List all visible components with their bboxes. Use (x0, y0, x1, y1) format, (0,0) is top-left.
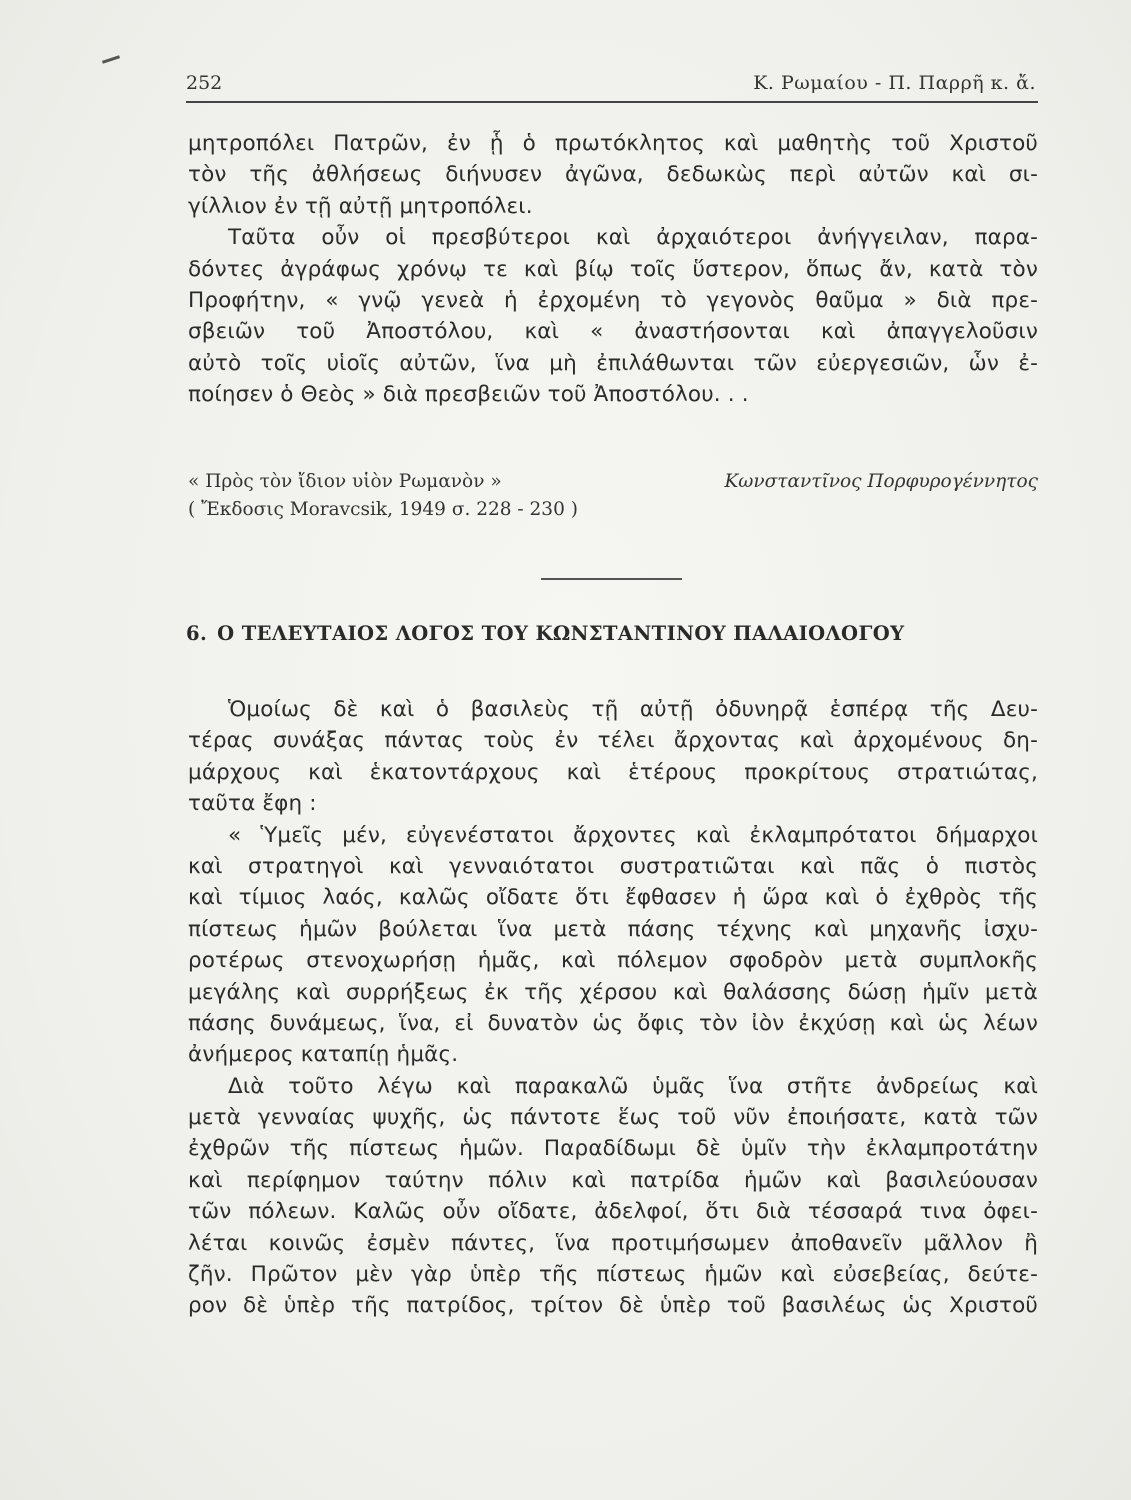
section-number: 6. (186, 622, 208, 645)
text-line: καὶ στρατηγοὶ καὶ γενναιότατοι συστρατιῶται καὶ πᾶς ὁ πιστὸς (188, 853, 1038, 879)
text-line: ρον δὲ ὑπὲρ τῆς πατρίδος, τρίτον δὲ ὑπὲρ τοῦ βασιλέως ὡς Χριστοῦ (188, 1293, 1038, 1319)
section-heading (186, 622, 1038, 645)
citation-author: Κωνσταντῖνος Πορφυρογέννητος (724, 471, 1038, 492)
text-line: μεγάλης καὶ συρρήξεως ἐκ τῆς χέρσου καὶ θαλάσσης δώσῃ ἡμῖν μετὰ (188, 979, 1038, 1005)
text-line: ζῆν. Πρῶτον μὲν γὰρ ὑπὲρ τῆς πίστεως ἡμῶν καὶ εὐσεβείας, δεύτε- (188, 1262, 1038, 1288)
citation (188, 468, 1038, 524)
text-line: ἐχθρῶν τῆς πίστεως ἡμῶν. Παραδίδωμι δὲ ὑμῖν τὴν ἐκλαμπροτάτην (188, 1136, 1038, 1162)
text-line: καὶ περίφημον ταύτην πόλιν καὶ πατρίδα ἡμῶν καὶ βασιλεύουσαν (188, 1167, 1038, 1193)
citation-edition: ( Ἔκδοσις Moravcsik, 1949 σ. 228 - 230 ) (188, 499, 578, 520)
text-line: μετὰ γενναίας ψυχῆς, ὡς πάντοτε ἕως τοῦ νῦν ἐποιήσατε, κατὰ τῶν (188, 1105, 1038, 1131)
text-line: Ταῦτα οὖν οἱ πρεσβύτεροι καὶ ἀρχαιότεροι ἀνήγγειλαν, παρα- (228, 225, 1038, 251)
text-line: ἀνήμερος καταπίῃ ἡμᾶς. (188, 1042, 459, 1068)
passage-one (188, 128, 1038, 411)
text-line: μάρχους καὶ ἑκατοντάρχους καὶ ἑτέρους προκρίτους στρατιώτας, (188, 759, 1038, 785)
text-line: πάσης δυνάμεως, ἵνα, εἰ δυνατὸν ὡς ὄφις τὸν ἰὸν ἐκχύσῃ καὶ ὡς λέων (188, 1010, 1038, 1036)
text-line: Ὁμοίως δὲ καὶ ὁ βασιλεὺς τῇ αὐτῇ ὀδυνηρᾷ ἑσπέρᾳ τῆς Δευ- (228, 697, 1038, 722)
text-line: Προφήτην, « γνῷ γενεὰ ἡ ἐρχομένη τὸ γεγονὸς θαῦμα » διὰ πρε- (188, 287, 1038, 313)
text-line: καὶ τίμιος λαός, καλῶς οἴδατε ὅτι ἔφθασεν ἡ ὥρα καὶ ὁ ἐχθρὸς τῆς (188, 885, 1038, 911)
text-line: δόντες ἀγράφως χρόνῳ τε καὶ βίῳ τοῖς ὕστερον, ὅπως ἄν, κατὰ τὸν (188, 256, 1038, 282)
text-line: Διὰ τοῦτο λέγω καὶ παρακαλῶ ὑμᾶς ἵνα στῆτε ἀνδρείως καὶ (228, 1073, 1038, 1099)
passage-two (188, 694, 1038, 1322)
citation-work: « Πρὸς τὸν ἴδιον υἱὸν Ρωμανὸν » (188, 471, 502, 492)
running-title: Κ. Ρωμαίου - Π. Παρρῆ κ. ἄ. (753, 72, 1036, 94)
text-line: ροτέρως στενοχωρήσῃ ἡμᾶς, καὶ πόλεμον σφοδρὸν μετὰ συμπλοκῆς (188, 948, 1038, 974)
text-line: πίστεως ἡμῶν βούλεται ἵνα μετὰ πάσης τέχνης καὶ μηχανῆς ἰσχυ- (188, 916, 1038, 942)
text-line: « Ὑμεῖς μέν, εὐγενέστατοι ἄρχοντες καὶ ἐκλαμπρότατοι δήμαρχοι (228, 822, 1038, 848)
text-line: τέρας συνάξας πάντας τοὺς ἐν τέλει ἄρχοντας καὶ ἀρχομένους δη- (188, 728, 1038, 754)
text-line: σβειῶν τοῦ Ἀποστόλου, καὶ « ἀναστήσονται καὶ ἀπαγγελοῦσιν (188, 319, 1038, 345)
text-line: ταῦτα ἔφη : (188, 791, 317, 817)
text-line: τῶν πόλεων. Καλῶς οὖν οἴδατε, ἀδελφοί, ὅτι διὰ τέσσαρά τινα ὀφει- (188, 1199, 1038, 1225)
text-line: τὸν τῆς ἀθλήσεως διήνυσεν ἀγῶνα, δεδωκὼς περὶ αὐτῶν καὶ σι- (188, 162, 1038, 188)
text-line: αὐτὸ τοῖς υἱοῖς αὐτῶν, ἵνα μὴ ἐπιλάθωνται τῶν εὐεργεσιῶν, ὧν ἐ- (188, 350, 1038, 376)
scan-artifact-mark (102, 55, 120, 63)
header-rule (186, 101, 1038, 103)
page-header (186, 72, 1036, 100)
text-line: γίλλιον ἐν τῇ αὐτῇ μητροπόλει. (188, 193, 533, 219)
section-title: Ο ΤΕΛΕΥΤΑΙΟΣ ΛΟΓΟΣ ΤΟΥ ΚΩΝΣΤΑΝΤΙΝΟΥ ΠΑΛΑΙΟΛΟΓΟΥ (217, 622, 905, 645)
section-divider (541, 578, 682, 580)
page-number: 252 (186, 72, 223, 94)
text-line: μητροπόλει Πατρῶν, ἐν ᾗ ὁ πρωτόκλητος καὶ μαθητὴς τοῦ Χριστοῦ (188, 131, 1038, 156)
text-line: λέται κοινῶς ἐσμὲν πάντες, ἵνα προτιμήσωμεν ἀποθανεῖν μᾶλλον ἢ (188, 1230, 1038, 1256)
text-line: ποίησεν ὁ Θεὸς » διὰ πρεσβειῶν τοῦ Ἀποστόλου. . . (188, 382, 749, 408)
